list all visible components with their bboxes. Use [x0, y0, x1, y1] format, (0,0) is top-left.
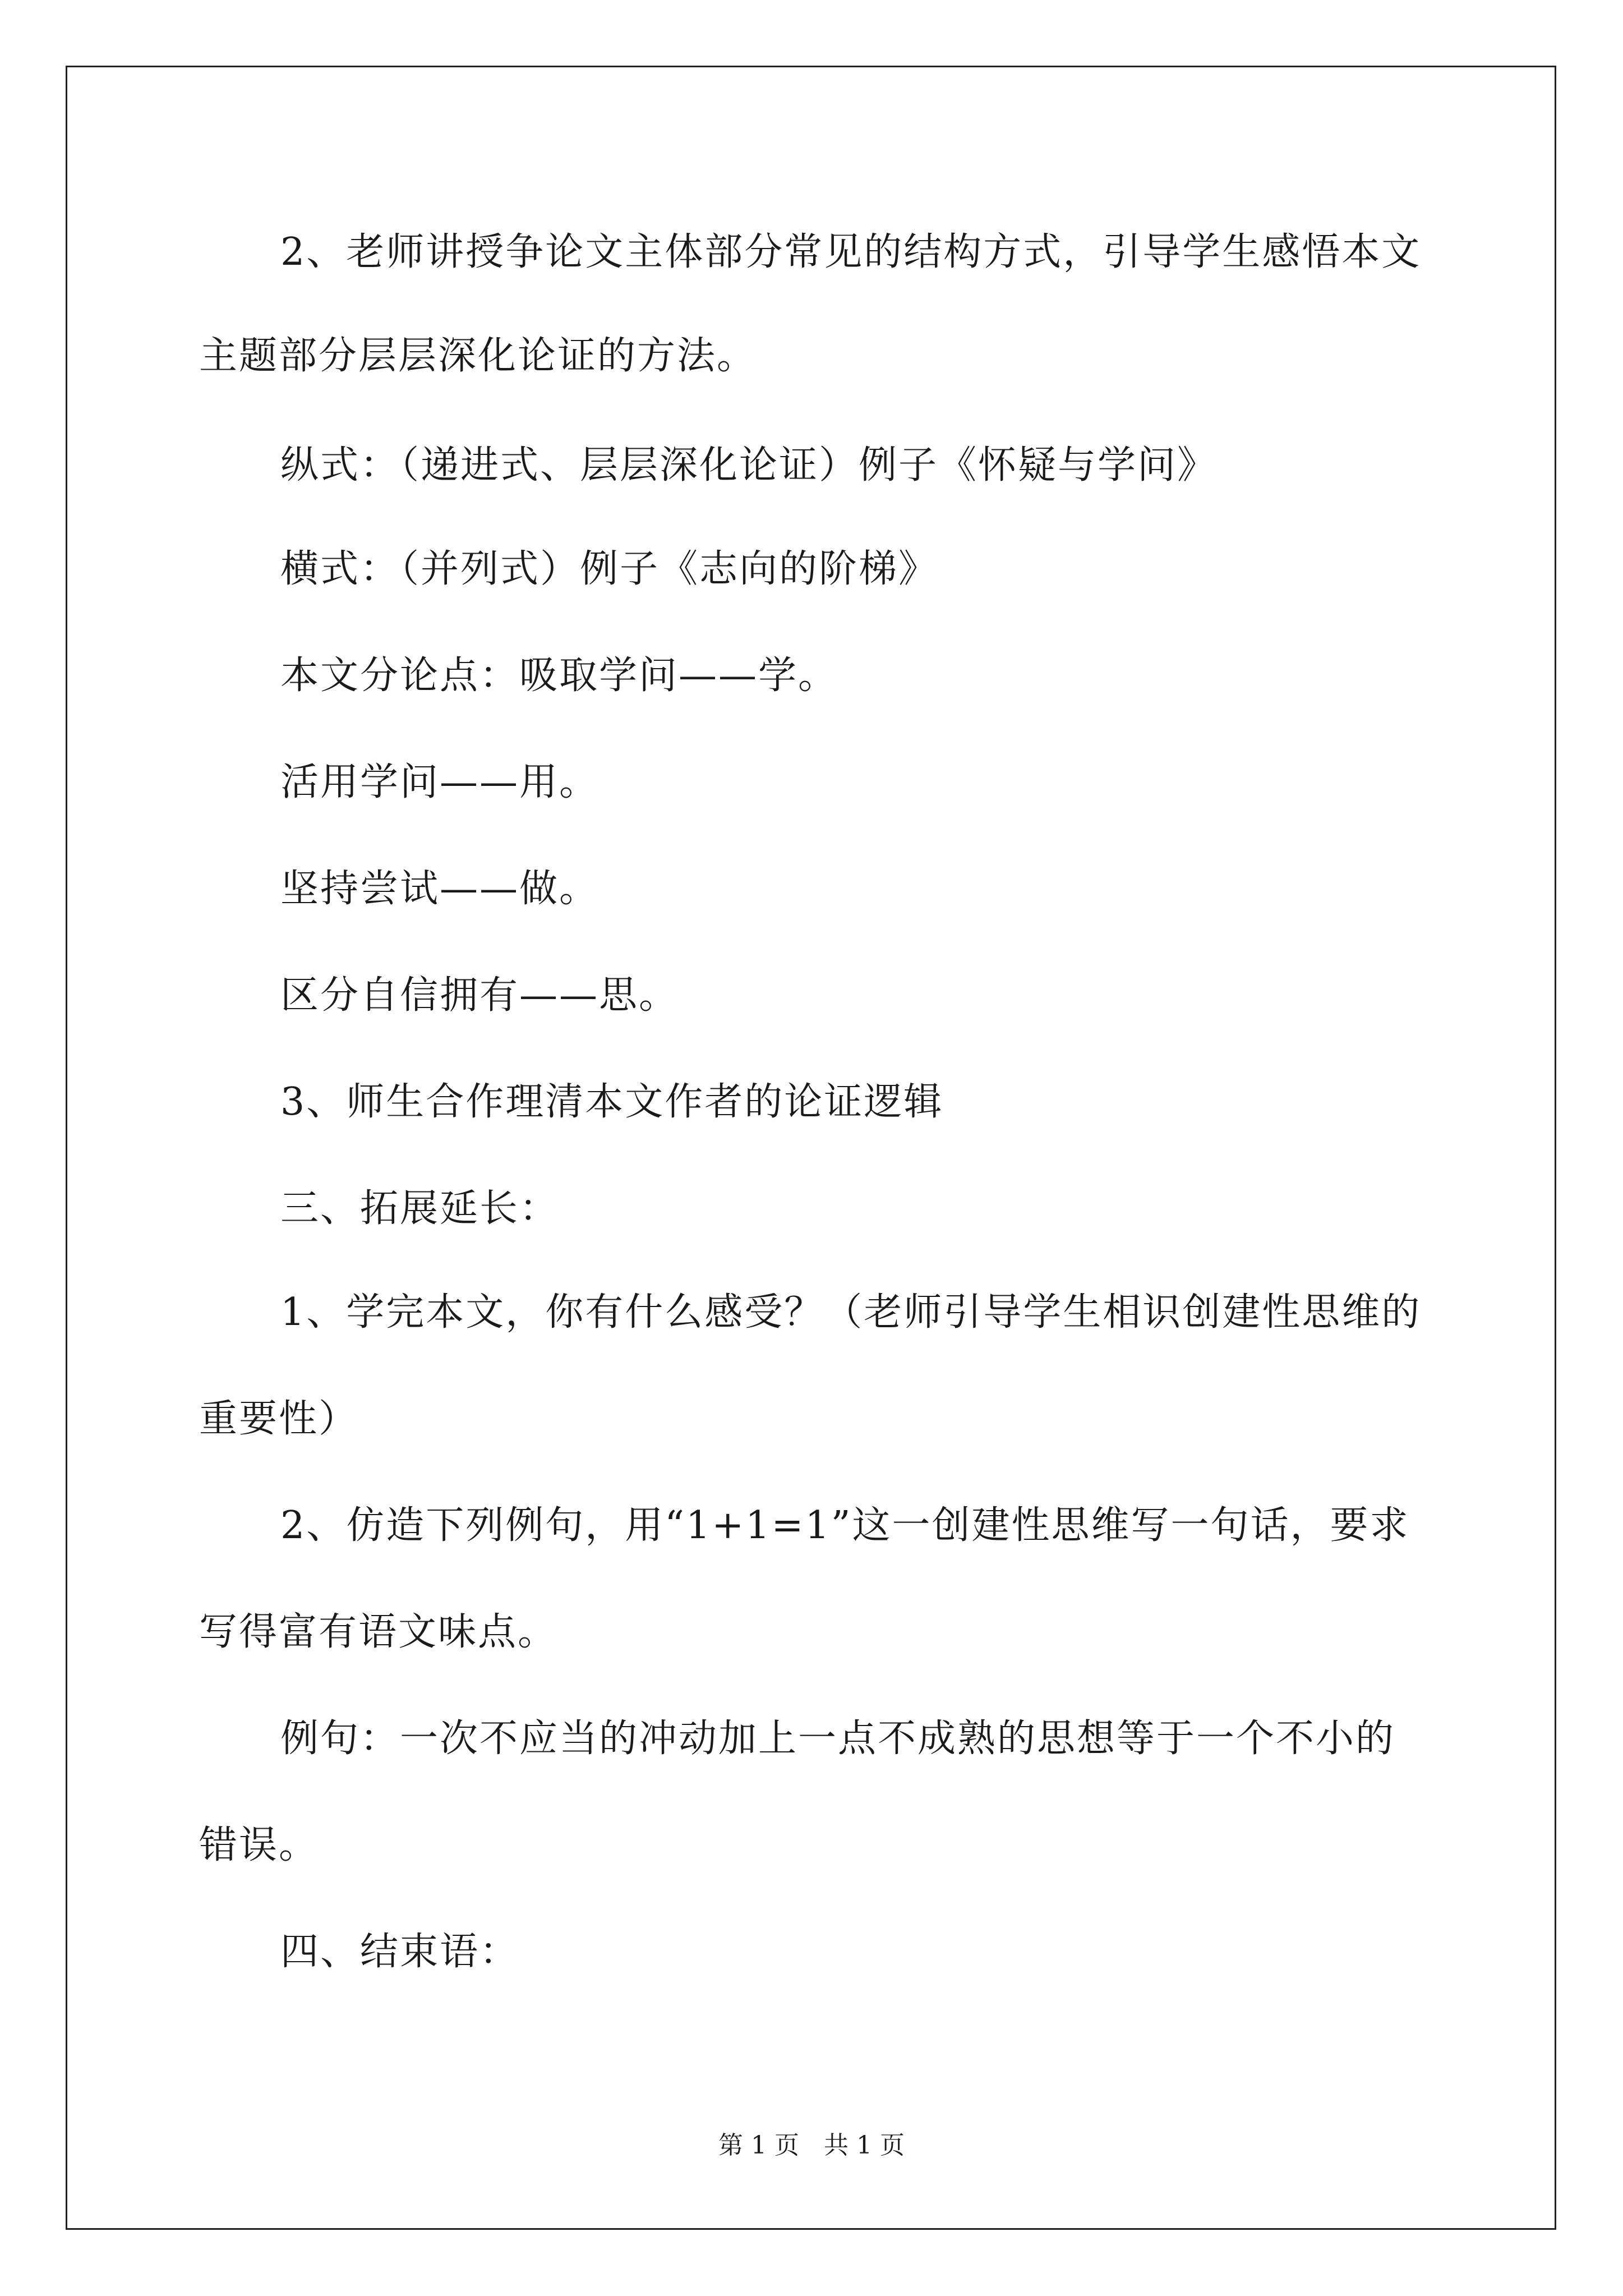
- paragraph-line: 3、师生合作理清本文作者的论证逻辑: [280, 1080, 944, 1124]
- page-footer: 第 1 页 共 1 页: [718, 2131, 905, 2160]
- paragraph-line: 纵式：（递进式、层层深化论证）例子《怀疑与学问》: [280, 443, 1218, 487]
- paragraph-line: 2、老师讲授争论文主体部分常见的结构方式，引导学生感悟本文: [280, 230, 1422, 274]
- paragraph-line: 错误。: [199, 1823, 319, 1867]
- paragraph-line: 重要性）: [199, 1397, 359, 1441]
- section-heading: 四、结束语：: [280, 1930, 520, 1974]
- page-border: [66, 66, 1556, 2230]
- paragraph-line: 坚持尝试——做。: [280, 867, 600, 911]
- paragraph-line: 横式：（并列式）例子《志向的阶梯》: [280, 547, 939, 591]
- paragraph-line: 区分自信拥有——思。: [280, 973, 679, 1018]
- paragraph-line: 1、学完本文，你有什么感受？（老师引导学生相识创建性思维的: [280, 1290, 1422, 1335]
- paragraph-line: 活用学问——用。: [280, 760, 600, 804]
- paragraph-line: 例句：一次不应当的冲动加上一点不成熟的思想等于一个不小的: [280, 1717, 1396, 1761]
- paragraph-line: 本文分论点：吸取学问——学。: [280, 654, 838, 698]
- paragraph-line: 主题部分层层深化论证的方法。: [199, 334, 757, 378]
- paragraph-line: 写得富有语文味点。: [199, 1610, 558, 1654]
- paragraph-line: 2、仿造下列例句，用“1+1=1”这一创建性思维写一句话，要求: [280, 1503, 1410, 1548]
- section-heading: 三、拓展延长：: [280, 1186, 560, 1231]
